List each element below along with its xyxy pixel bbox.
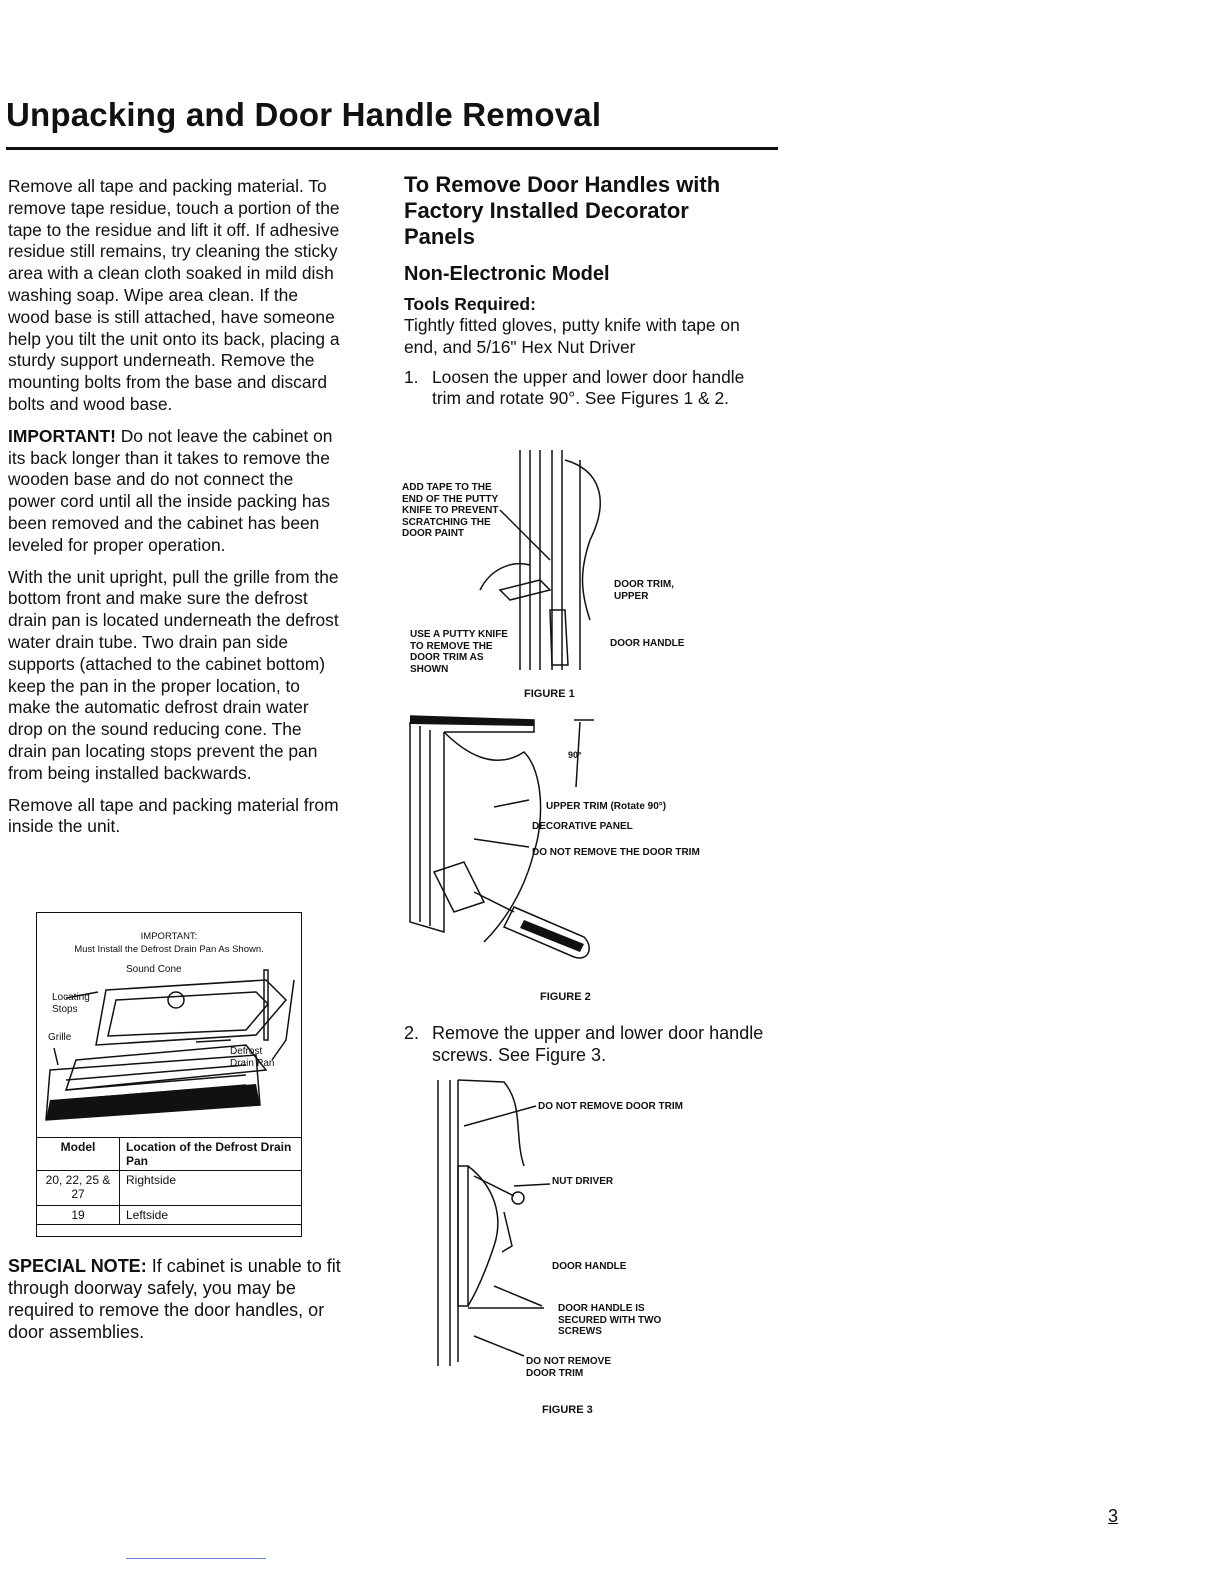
fig1-door-handle-label: DOOR HANDLE <box>610 638 685 649</box>
fig3-do-not-remove-top-label: DO NOT REMOVE DOOR TRIM <box>538 1101 683 1112</box>
fig3-do-not-remove-bottom-label: DO NOT REMOVE DOOR TRIM <box>526 1356 612 1379</box>
special-note-text: If cabinet is unable to fit through doorway safely, you may be required to remove the door handles, or door assemblies. <box>8 1256 341 1342</box>
drain-pan-table <box>36 1137 302 1225</box>
drain-pan-illustration <box>36 960 302 1140</box>
special-note-label: SPECIAL NOTE: <box>8 1256 147 1276</box>
fig3-secured-label: DOOR HANDLE IS SECURED WITH TWO SCREWS <box>558 1303 662 1337</box>
fig2-upper-trim-label: UPPER TRIM (Rotate 90°) <box>546 801 667 812</box>
section-heading: To Remove Door Handles with Factory Installed Decorator Panels <box>404 172 721 249</box>
special-note <box>8 1255 343 1343</box>
fig2-do-not-remove-label: DO NOT REMOVE THE DOOR TRIM <box>532 847 700 858</box>
table-cell-model: 20, 22, 25 & 27 <box>37 1171 120 1206</box>
step-2-text: Remove the upper and lower door handle screws. See Figure 3. <box>432 1023 764 1065</box>
table-header-row <box>37 1138 302 1171</box>
page-number: 3 <box>1108 1506 1119 1526</box>
grille-paragraph: With the unit upright, pull the grille from the bottom front and make sure the defrost drain pan is located underneath the defrost water drain tube. Two drain pan side supports (attached to the cabinet bottom) keep the pan in the proper location, to make the automatic defrost drain water drop on the sound reducing cone. The drain pan locating stops prevent the pan from being installed backwards. <box>8 566 339 783</box>
defrost-drain-pan-label: Defrost Drain Pan <box>230 1046 275 1069</box>
locating-stops-label: Locating Stops <box>52 992 90 1015</box>
step-1-number: 1. <box>404 366 419 387</box>
figure-2-illustration <box>404 712 644 962</box>
important-text: Do not leave the cabinet on its back longer than it takes to remove the wooden base and do not connect the power cord until all the inside packing has been removed and the cabinet has been leveled for proper operation. <box>8 425 333 555</box>
fig1-add-tape-label: ADD TAPE TO THE END OF THE PUTTY KNIFE TO PREVENT SCRATCHING THE DOOR PAINT <box>402 482 499 539</box>
table-cell-model: 19 <box>37 1206 120 1225</box>
left-column <box>8 176 343 848</box>
inside-paragraph: Remove all tape and packing material from inside the unit. <box>8 794 339 837</box>
table-header-model: Model <box>37 1138 120 1171</box>
right-column <box>404 172 764 410</box>
fig1-door-trim-label: DOOR TRIM, UPPER <box>614 579 674 602</box>
important-label: IMPORTANT! <box>8 425 116 446</box>
step-1-text: Loosen the upper and lower door handle trim and rotate 90°. See Figures 1 & 2. <box>432 366 745 409</box>
figure-2-caption: FIGURE 2 <box>540 991 591 1003</box>
tools-label: Tools Required: <box>404 294 536 314</box>
figure-1-caption: FIGURE 1 <box>524 688 575 700</box>
fig2-degree-label: 90° <box>568 750 582 760</box>
table-header-location: Location of the Defrost Drain Pan <box>120 1138 302 1171</box>
grille-label: Grille <box>48 1032 72 1043</box>
drain-must-install: Must Install the Defrost Drain Pan As Shown. <box>74 944 264 955</box>
important-paragraph <box>8 426 343 557</box>
model-subheading: Non-Electronic Model <box>404 263 610 285</box>
drain-important: IMPORTANT: <box>140 931 198 942</box>
figure-3-caption: FIGURE 3 <box>542 1404 593 1416</box>
table-row <box>37 1171 302 1206</box>
fig2-decorative-panel-label: DECORATIVE PANEL <box>532 821 633 832</box>
table-cell-location: Rightside <box>120 1171 302 1206</box>
steps-list <box>404 367 764 411</box>
title-rule <box>6 147 778 150</box>
table-cell-location: Leftside <box>120 1206 302 1225</box>
step-1 <box>404 367 764 411</box>
step-2 <box>404 1022 764 1066</box>
fig1-use-putty-label: USE A PUTTY KNIFE TO REMOVE THE DOOR TRIM AS SHOWN <box>410 629 508 675</box>
fig3-door-handle-label: DOOR HANDLE <box>552 1261 627 1272</box>
sound-cone-label: Sound Cone <box>126 964 182 975</box>
figure-3-illustration <box>434 1076 564 1376</box>
tools-text: Tightly fitted gloves, putty knife with tape on end, and 5/16" Hex Nut Driver <box>404 315 740 357</box>
footer-line <box>126 1558 266 1559</box>
fig3-nut-driver-label: NUT DRIVER <box>552 1176 614 1187</box>
page-title: Unpacking and Door Handle Removal <box>6 96 602 133</box>
unpack-paragraph: Remove all tape and packing material. To remove tape residue, touch a portion of the tape to the residue and lift it off. If adhesive residue still remains, try cleaning the sticky area with a clean cloth soaked in mild dish washing soap. Wipe area clean. If the wood base is still attached, have someone help you tilt the unit onto its back, placing a sturdy support underneath. Remove the mounting bolts from the base and discard bolts and wood base. <box>8 176 340 414</box>
step-2-number: 2. <box>404 1023 420 1043</box>
table-row <box>37 1206 302 1225</box>
